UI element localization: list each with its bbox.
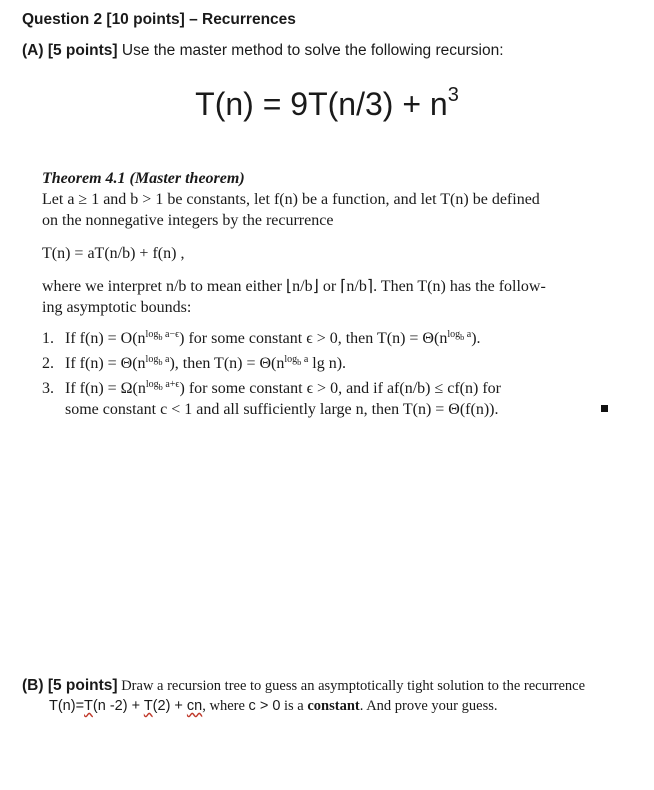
exp-log: log — [284, 354, 298, 365]
exp-base: b — [158, 333, 163, 342]
case-text: If f(n) = Ω(n — [65, 380, 146, 397]
recurrence-part-flagged: T — [143, 698, 153, 714]
recurrence-part: (n -2) + — [92, 698, 144, 714]
recurrence-equation — [0, 86, 654, 123]
part-b-text: . And prove your guess. — [359, 698, 498, 714]
constant-keyword: constant — [307, 698, 360, 714]
case-text: ), then T(n) = Θ(n — [169, 355, 285, 372]
exp-log: log — [145, 354, 159, 365]
recurrence-part-flagged: cn — [186, 698, 203, 714]
case-1 — [42, 328, 622, 349]
exp-arg: a — [162, 354, 170, 365]
exp-base: b — [158, 383, 163, 392]
case-text: lg n). — [308, 355, 347, 372]
theorem-line-2: on the nonnegative integers by the recurrence — [42, 212, 334, 229]
case-2 — [42, 353, 622, 374]
case-text: ). — [471, 330, 481, 347]
case-exponent — [146, 354, 170, 365]
case-exponent — [146, 329, 180, 340]
part-b-label: (B) [5 points] — [22, 677, 118, 694]
case-text: ) for some constant ϵ > 0, then T(n) = Θ(n — [179, 330, 448, 347]
exp-arg: a+ϵ — [162, 379, 180, 390]
theorem-recurrence: T(n) = aT(n/b) + f(n) , — [42, 245, 185, 262]
case-text: If f(n) = O(n — [65, 330, 146, 347]
case-number: 1. — [42, 330, 54, 347]
part-a-prompt — [22, 42, 504, 60]
recurrence-part: T(n)= — [49, 698, 85, 714]
case-text: If f(n) = Θ(n — [65, 355, 146, 372]
part-b-line-1 — [22, 676, 642, 696]
recurrence-base: T(n) = 9T(n/3) + n — [195, 86, 448, 122]
exp-base: b — [460, 333, 465, 342]
part-b-prompt — [22, 676, 642, 716]
condition-text: c > 0 — [248, 698, 281, 714]
recurrence-part-flagged: T — [84, 698, 93, 714]
question-title: Question 2 [10 points] – Recurrences — [22, 11, 296, 28]
case-exponent — [146, 379, 180, 390]
theorem-where-line-1: where we interpret n/b to mean either ⌊n/b⌋ or ⌈n/b⌉. Then T(n) has the follow- — [42, 278, 546, 295]
qed-square-icon — [601, 405, 608, 412]
part-a-instruction: Use the master method to solve the following recursion: — [117, 42, 504, 59]
exp-base: b — [158, 358, 163, 367]
theorem-cases — [42, 328, 622, 420]
theorem-where-line-2: ing asymptotic bounds: — [42, 299, 192, 316]
part-b-line-2 — [22, 696, 642, 716]
recurrence-part: (2) + — [152, 698, 187, 714]
exp-arg: a — [301, 354, 309, 365]
part-b-text: is a — [280, 698, 308, 714]
part-b-text: Draw a recursion tree to guess an asymptotically tight solution to the recurrence — [117, 678, 586, 694]
case-number: 3. — [42, 380, 54, 397]
exp-arg: a — [464, 329, 472, 340]
case-number: 2. — [42, 355, 54, 372]
case-text-line-2: some constant c < 1 and all sufficiently large n, then T(n) = Θ(f(n)). — [65, 401, 499, 418]
exp-log: log — [145, 379, 159, 390]
part-a-label: (A) [5 points] — [22, 42, 118, 59]
recurrence-exponent: 3 — [447, 84, 459, 106]
theorem-title: Theorem 4.1 (Master theorem) — [42, 170, 245, 187]
part-b-text: , where — [202, 698, 249, 714]
exp-log: log — [145, 329, 159, 340]
exp-arg: a−ϵ — [162, 329, 180, 340]
master-theorem-excerpt — [42, 168, 622, 424]
exp-base: b — [297, 358, 302, 367]
theorem-line-1: Let a ≥ 1 and b > 1 be constants, let f(n) be a function, and let T(n) be defined — [42, 191, 540, 208]
case-3 — [42, 378, 622, 420]
case-exponent — [284, 354, 308, 365]
exp-log: log — [447, 329, 461, 340]
case-text: ) for some constant ϵ > 0, and if af(n/b) ≤ cf(n) for — [179, 380, 501, 397]
case-exponent — [447, 329, 471, 340]
